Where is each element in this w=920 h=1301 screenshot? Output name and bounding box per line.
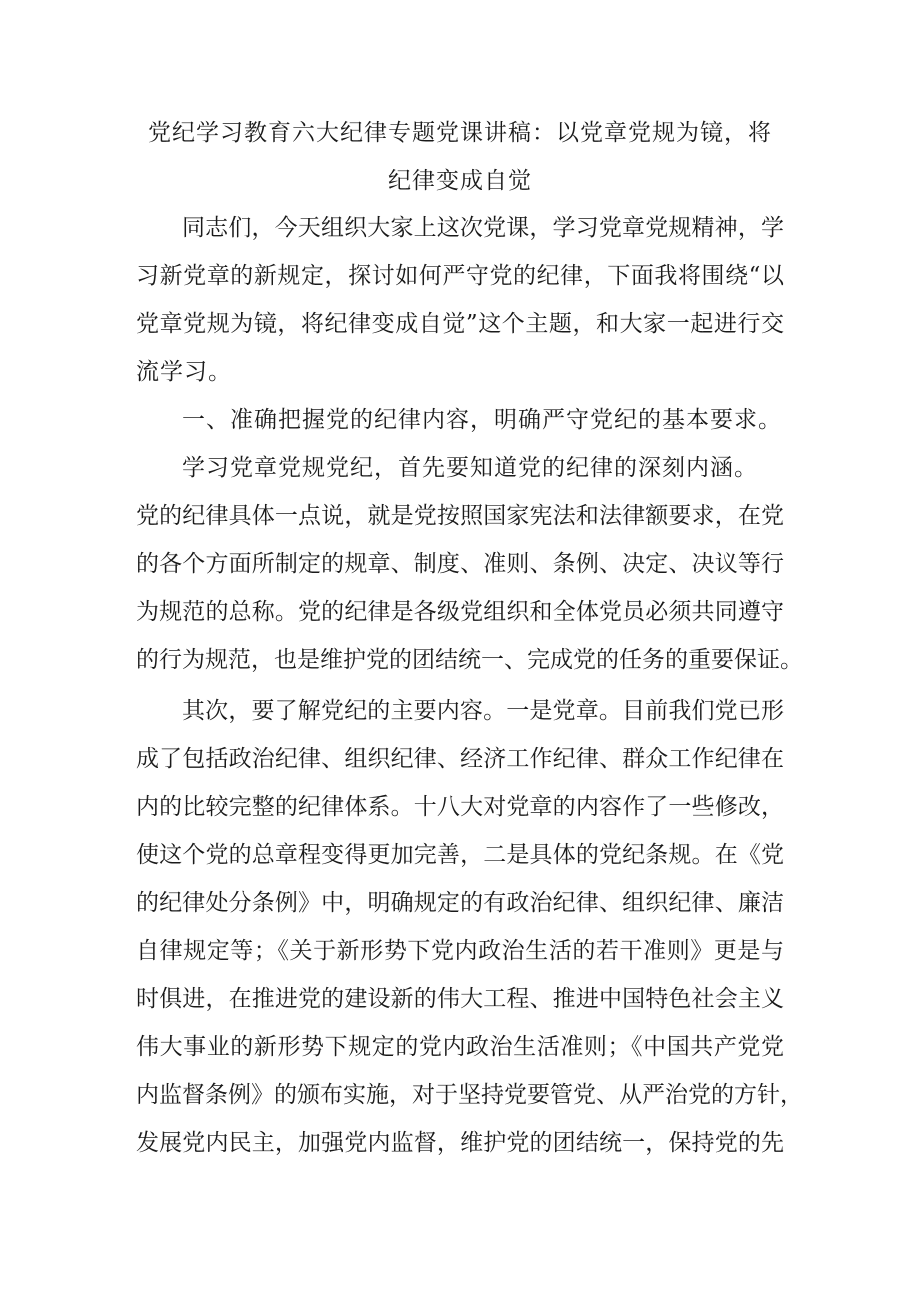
body-line: 其次，要了解党纪的主要内容。一是党章。目前我们党已形 — [182, 698, 784, 724]
body-line: 流学习。 — [136, 359, 232, 385]
body-line: 的纪律处分条例》中，明确规定的有政治纪律、组织纪律、廉洁 — [136, 890, 784, 916]
body-line: 习新党章的新规定，探讨如何严守党的纪律，下面我将围绕“以 — [136, 263, 784, 289]
document-title-line-1: 党纪学习教育六大纪律专题党课讲稿：以党章党规为镜，将 — [148, 120, 772, 146]
body-line: 为规范的总称。党的纪律是各级党组织和全体党员必须共同遵守 — [136, 599, 784, 625]
body-line: 内监督条例》的颁布实施，对于坚持党要管党、从严治党的方针， — [136, 1082, 803, 1108]
body-line: 党的纪律具体一点说，就是党按照国家宪法和法律额要求，在党 — [136, 503, 784, 529]
body-line: 内的比较完整的纪律体系。十八大对党章的内容作了一些修改， — [136, 794, 784, 820]
body-line: 成了包括政治纪律、组织纪律、经济工作纪律、群众工作纪律在 — [136, 746, 784, 772]
body-line: 时俱进，在推进党的建设新的伟大工程、推进中国特色社会主义 — [136, 986, 784, 1012]
body-line: 学习党章党规党纪，首先要知道党的纪律的深刻内涵。 — [182, 455, 758, 481]
body-line: 的行为规范，也是维护党的团结统一、完成党的任务的重要保证。 — [136, 647, 803, 673]
body-line: 发展党内民主，加强党内监督，维护党的团结统一，保持党的先 — [136, 1130, 784, 1156]
section-heading: 一、准确把握党的纪律内容，明确严守党纪的基本要求。 — [182, 407, 782, 433]
body-line: 的各个方面所制定的规章、制度、准则、条例、决定、决议等行 — [136, 551, 784, 577]
body-line: 使这个党的总章程变得更加完善，二是具体的党纪条规。在《党 — [136, 842, 784, 868]
body-line: 伟大事业的新形势下规定的党内政治生活准则；《中国共产党党 — [136, 1034, 784, 1060]
body-line: 自律规定等；《关于新形势下党内政治生活的若干准则》更是与 — [136, 938, 784, 964]
body-line: 党章党规为镜，将纪律变成自觉”这个主题，和大家一起进行交 — [136, 311, 784, 337]
document-title-line-2: 纪律变成自觉 — [388, 168, 532, 194]
body-line: 同志们，今天组织大家上这次党课，学习党章党规精神，学 — [182, 215, 784, 241]
